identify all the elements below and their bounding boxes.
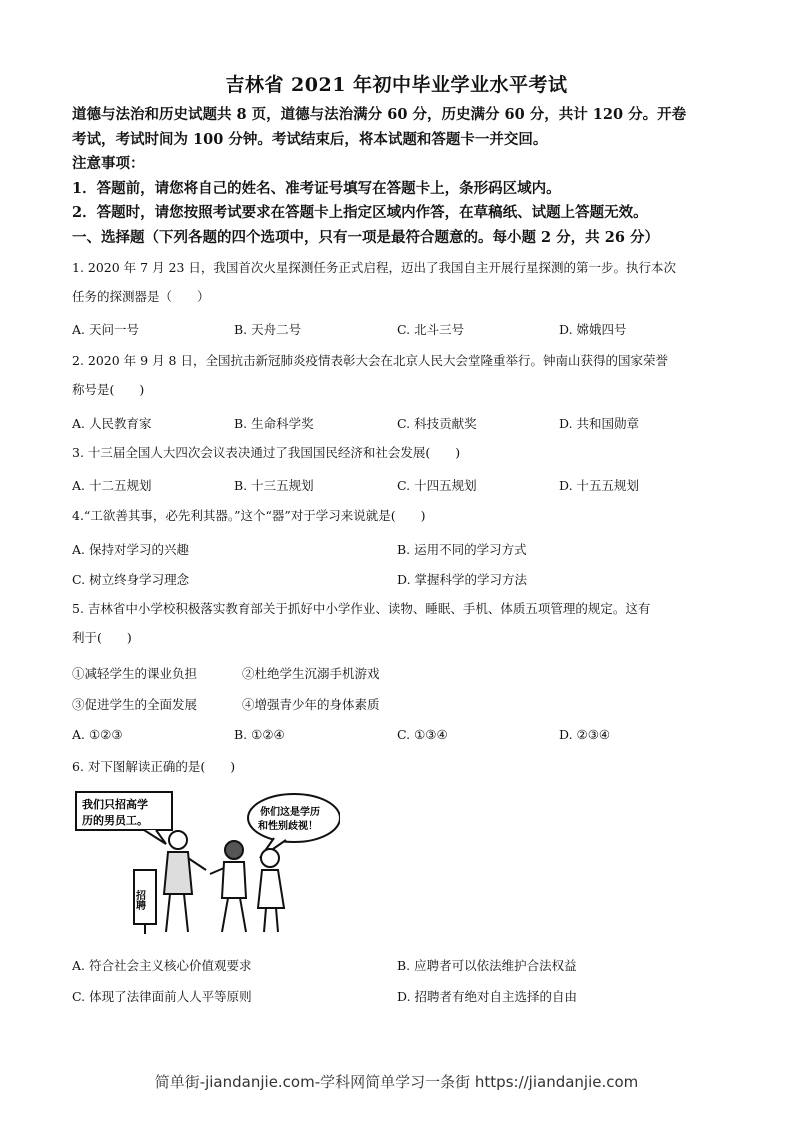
cartoon-illustration — [74, 786, 340, 936]
question-3-options — [72, 476, 724, 498]
option-c: C. 树立终身学习理念 — [72, 572, 190, 587]
speech-bubble-right — [248, 794, 340, 842]
question-6-options-row2 — [72, 987, 724, 1009]
question-text: 称号是( ) — [72, 382, 145, 397]
option-d: D. 嫦娥四号 — [559, 322, 627, 337]
notice-item: 2．答题时，请您按照考试要求在答题卡上指定区域内作答，在草稿纸、试题上答题无效。 — [72, 204, 648, 221]
question-3 — [72, 438, 724, 467]
bubble-tail-left — [144, 830, 166, 844]
question-1 — [72, 253, 724, 311]
option-b: B. 应聘者可以依法维护合法权益 — [397, 958, 577, 973]
recruiter-figure — [164, 831, 206, 932]
option-b: B. 生命科学奖 — [234, 416, 314, 431]
question-text: 3. 十三届全国人大四次会议表决通过了我国国民经济和社会发展( ) — [72, 445, 461, 460]
option-a: A. 天问一号 — [72, 322, 139, 337]
question-5-items-row2 — [72, 695, 724, 717]
statement-item: ②杜绝学生沉溺手机游戏 — [242, 666, 380, 681]
male-applicant-figure — [210, 841, 246, 932]
statement-item: ③促进学生的全面发展 — [72, 697, 198, 712]
section-heading: 一、选择题（下列各题的四个选项中，只有一项是最符合题意的。每小题 2 分，共 26 分） — [72, 228, 659, 246]
statement-item: ①减轻学生的课业负担 — [72, 666, 198, 681]
intro-line: 道德与法治和历史试题共 8 页，道德与法治满分 60 分，历史满分 60 分，共计 120 分。开卷 — [72, 106, 687, 123]
option-d: D. 共和国勋章 — [559, 416, 640, 431]
bubble-right-text: 你们这是学历 — [260, 807, 320, 818]
option-d: D. 十五五规划 — [559, 478, 640, 493]
option-d: D. 掌握科学的学习方法 — [397, 572, 528, 587]
notice-heading: 注意事项： — [72, 155, 145, 172]
question-4-options-row1 — [72, 540, 724, 562]
page-title: 吉林省 2021 年初中毕业学业水平考试 — [225, 74, 568, 96]
option-a: A. ①②③ — [72, 727, 123, 742]
question-text: 1. 2020 年 7 月 23 日，我国首次火星探测任务正式启程，迈出了我国自主开展行星探测的第一步。执行本次 — [72, 260, 676, 275]
female-applicant-figure — [258, 849, 284, 932]
option-c: C. ①③④ — [397, 727, 448, 742]
option-a: A. 人民教育家 — [72, 416, 152, 431]
question-2 — [72, 346, 724, 404]
bubble-left-text: 我们只招高学 — [82, 798, 148, 811]
question-4 — [72, 501, 724, 530]
option-d: D. ②③④ — [559, 727, 611, 742]
option-b: B. 运用不同的学习方式 — [397, 542, 527, 557]
intro-line: 考试，考试时间为 100 分钟。考试结束后，将本试题和答题卡一并交回。 — [72, 130, 548, 148]
question-4-options-row2 — [72, 570, 724, 592]
question-text: 5. 吉林省中小学校积极落实教育部关于抓好中小学作业、读物、睡眠、手机、体质五项管理的规定。这有 — [72, 601, 651, 616]
bubble-right-text: 和性别歧视！ — [258, 821, 318, 832]
question-5-items-row1 — [72, 664, 724, 686]
question-6 — [72, 752, 724, 781]
option-b: B. ①②④ — [234, 727, 285, 742]
question-2-options — [72, 414, 724, 436]
notice-item: 1．答题前，请您将自己的姓名、准考证号填写在答题卡上，条形码区域内。 — [72, 179, 561, 197]
option-a: A. 十二五规划 — [72, 478, 152, 493]
question-5 — [72, 594, 724, 652]
question-text: 6. 对下图解读正确的是( ) — [72, 759, 236, 774]
question-1-options — [72, 320, 724, 342]
bubble-left-text: 历的男员工。 — [82, 814, 148, 827]
option-d: D. 招聘者有绝对自主选择的自由 — [397, 989, 578, 1004]
statement-item: ④增强青少年的身体素质 — [242, 697, 380, 712]
option-b: B. 天舟二号 — [234, 322, 302, 337]
option-a: A. 符合社会主义核心价值观要求 — [72, 958, 252, 973]
option-b: B. 十三五规划 — [234, 478, 314, 493]
page-footer: 简单街-jiandanjie.com-学科网简单学习一条街 https://jiandanjie.com — [154, 1073, 639, 1091]
question-text: 2. 2020 年 9 月 8 日，全国抗击新冠肺炎疫情表彰大会在北京人民大会堂隆重举行。钟南山获得的国家荣誉 — [72, 353, 668, 368]
option-c: C. 十四五规划 — [397, 478, 477, 493]
option-a: A. 保持对学习的兴趣 — [72, 542, 189, 557]
sign-text: 招聘 — [133, 890, 145, 910]
question-6-options-row1 — [72, 956, 724, 978]
question-text: 利于( ) — [72, 630, 132, 645]
question-5-options — [72, 727, 724, 749]
exam-instructions — [72, 103, 722, 250]
option-c: C. 北斗三号 — [397, 322, 465, 337]
question-text: 4.“工欲善其事，必先利其器。”这个“器”对于学习来说就是( ) — [72, 508, 426, 523]
option-c: C. 科技贡献奖 — [397, 416, 477, 431]
question-text: 任务的探测器是（ ） — [72, 289, 210, 304]
option-c: C. 体现了法律面前人人平等原则 — [72, 989, 252, 1004]
